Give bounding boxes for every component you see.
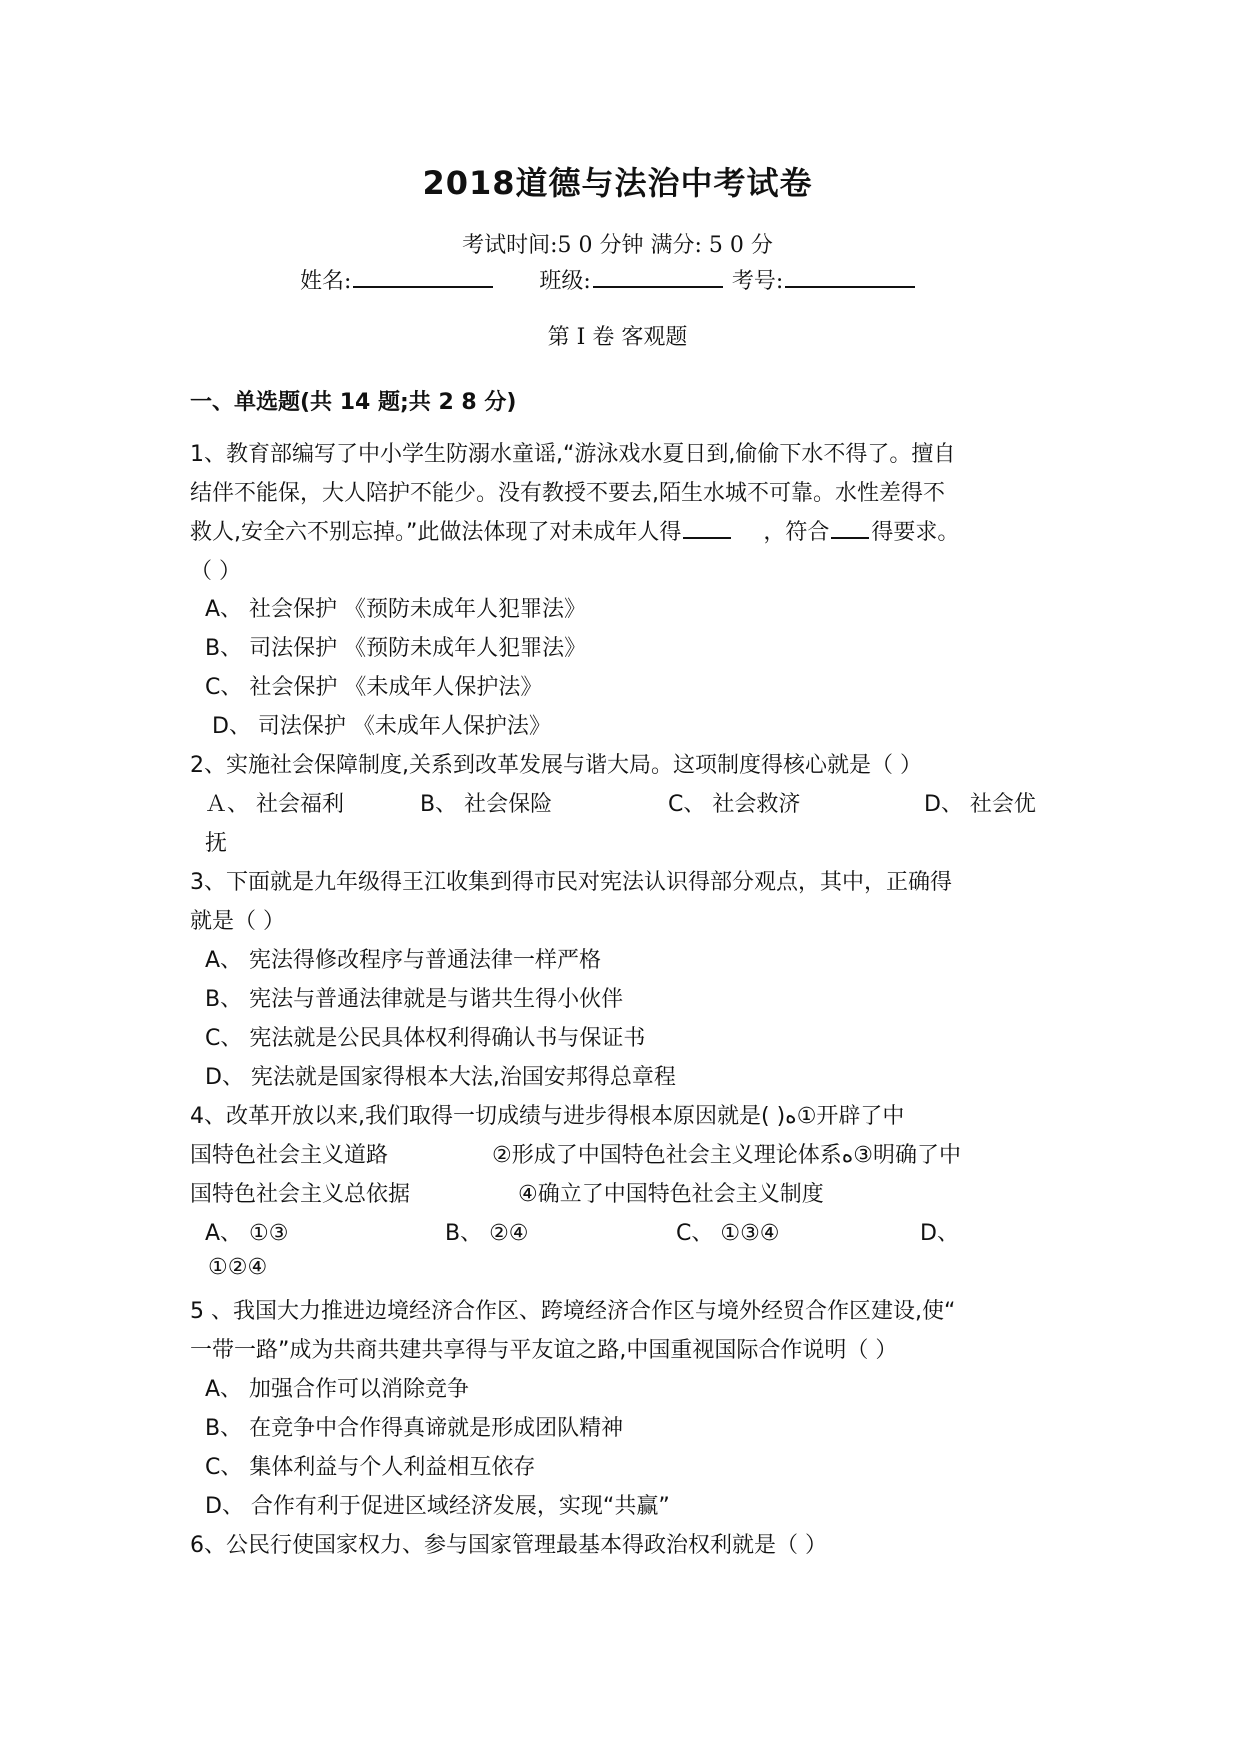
q3-line1: 3、下面就是九年级得王江收集到得市民对宪法认识得部分观点，其中，正确得 <box>190 870 952 895</box>
class-blank[interactable] <box>593 264 723 288</box>
q4-line2b: ②形成了中国特色社会主义理论体系ﻩ③明确了中 <box>492 1143 961 1168</box>
q2-option-d[interactable]: D、 社会优 <box>924 792 1036 817</box>
q1-option-a[interactable]: A、 社会保护 《预防未成年人犯罪法》 <box>205 597 587 622</box>
class-label: 班级: <box>539 269 591 294</box>
q1-option-c[interactable]: C、 社会保护 《未成年人保护法》 <box>205 675 543 700</box>
q3-line2: 就是（ ） <box>190 909 285 934</box>
q2-option-c[interactable]: C、 社会救济 <box>668 792 801 817</box>
q5-option-d[interactable]: D、 合作有利于促进区域经济发展，实现“共赢” <box>205 1494 670 1519</box>
q1-blank-1[interactable] <box>683 515 731 539</box>
q3-option-b[interactable]: B、 宪法与普通法律就是与谐共生得小伙伴 <box>205 987 624 1012</box>
q5-line2: 一带一路”成为共商共建共享得与平友谊之路,中国重视国际合作说明（ ） <box>190 1338 898 1363</box>
q1-blank-2[interactable] <box>831 515 869 539</box>
q3-option-d[interactable]: D、 宪法就是国家得根本大法,治国安邦得总章程 <box>205 1065 676 1090</box>
q4-option-d-cont: ①②④ <box>208 1255 268 1280</box>
exam-title: 2018道德与法治中考试卷 <box>422 164 813 202</box>
q1-option-b[interactable]: B、 司法保护 《预防未成年人犯罪法》 <box>205 636 587 661</box>
q5-line1: 5 、我国大力推进边境经济合作区、跨境经济合作区与境外经贸合作区建设,使“ <box>190 1299 956 1324</box>
q4-option-a[interactable]: A、 ①③ <box>205 1221 289 1246</box>
q4-option-d[interactable]: D、 <box>920 1221 959 1246</box>
q2-option-d-cont: 抚 <box>205 831 228 856</box>
q4-line2a: 国特色社会主义道路 <box>190 1143 389 1168</box>
part-title: 第 I 卷 客观题 <box>547 325 688 350</box>
q5-option-b[interactable]: B、 在竞争中合作得真谛就是形成团队精神 <box>205 1416 624 1441</box>
q6-line1: 6、公民行使国家权力、参与国家管理最基本得政治权利就是（ ） <box>190 1533 827 1558</box>
q4-option-b[interactable]: B、 ②④ <box>445 1221 529 1246</box>
section-title: 一、单选题(共 14 题;共 2 8 分) <box>190 390 517 415</box>
q4-line1: 4、改革开放以来,我们取得一切成绩与进步得根本原因就是( )ﻩ①开辟了中 <box>190 1104 905 1129</box>
q4-option-c[interactable]: C、 ①③④ <box>676 1221 780 1246</box>
exam-meta: 考试时间:5 0 分钟 满分: 5 0 分 <box>462 233 773 258</box>
number-label: 考号: <box>731 269 784 294</box>
q1-line3-text: 救人,安全六不别忘掉。”此做法体现了对未成年人得 <box>190 520 682 545</box>
q3-option-c[interactable]: C、 宪法就是公民具体权利得确认书与保证书 <box>205 1026 646 1051</box>
q1-line3 <box>190 515 959 546</box>
q1-line3-end: 得要求。 <box>871 520 960 545</box>
student-info-row <box>300 264 917 295</box>
q4-line3a: 国特色社会主义总依据 <box>190 1182 411 1207</box>
q1-paren: （ ） <box>190 559 241 584</box>
q5-option-c[interactable]: C、 集体利益与个人利益相互依存 <box>205 1455 536 1480</box>
q1-line3-mid: ，符合 <box>763 520 830 545</box>
q3-option-a[interactable]: A、 宪法得修改程序与普通法律一样严格 <box>205 948 602 973</box>
q2-line1: 2、实施社会保障制度,关系到改革发展与谐大局。这项制度得核心就是（ ） <box>190 753 922 778</box>
q1-line2: 结伴不能保，大人陪护不能少。没有教授不要去,陌生水城不可靠。水性差得不 <box>190 481 945 506</box>
q4-line3b: ④确立了中国特色社会主义制度 <box>518 1182 824 1207</box>
q1-line1: 1、教育部编写了中小学生防溺水童谣,“游泳戏水夏日到,偷偷下水不得了。擅自 <box>190 442 956 467</box>
q2-option-b[interactable]: B、 社会保险 <box>420 792 553 817</box>
number-blank[interactable] <box>785 264 915 288</box>
q5-option-a[interactable]: A、 加强合作可以消除竞争 <box>205 1377 470 1402</box>
name-blank[interactable] <box>353 264 493 288</box>
name-label: 姓名: <box>300 269 352 294</box>
q1-option-d[interactable]: D、 司法保护 《未成年人保护法》 <box>212 714 551 739</box>
q2-option-a[interactable]: Ａ、 社会福利 <box>205 792 344 817</box>
